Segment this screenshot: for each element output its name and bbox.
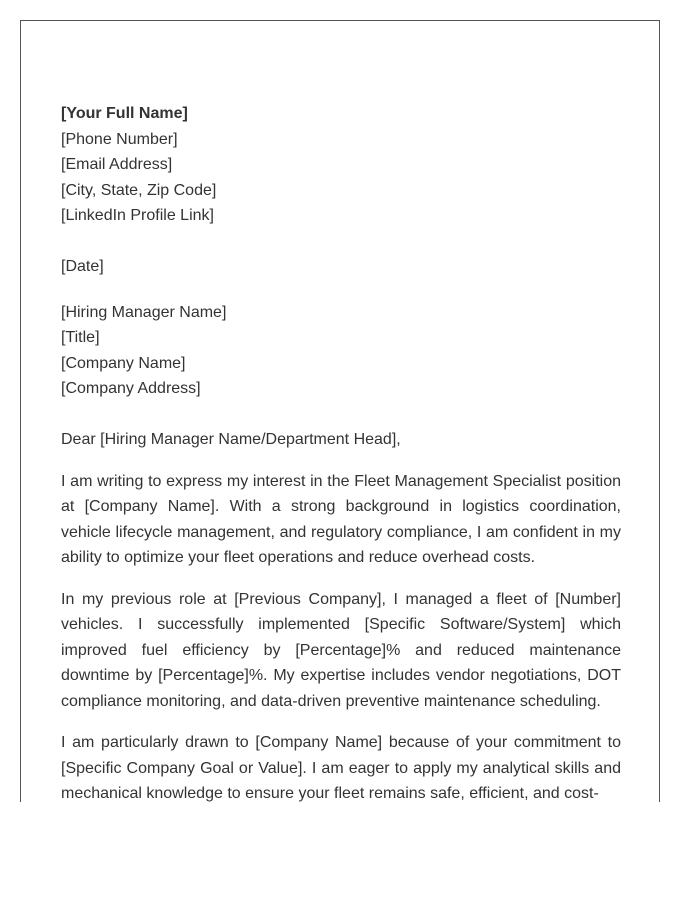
sender-location: [City, State, Zip Code] [61, 181, 217, 199]
salutation: Dear [Hiring Manager Name/Department Head], [61, 431, 401, 448]
sender-block [61, 101, 621, 229]
body-paragraph-2: In my previous role at [Previous Company], I managed a fleet of [Number] vehicles. I successfully implemented [Specific Software/System] which improved fuel efficiency by [Percentage]% and reduced maintenance downtime by [Percentage]%. My expertise includes vendor negotiations, DOT compliance monitoring, and data-driven preventive maintenance scheduling. [61, 590, 621, 710]
recipient-name: [Hiring Manager Name] [61, 303, 227, 321]
sender-linkedin: [LinkedIn Profile Link] [61, 207, 214, 224]
body-paragraph-3: I am particularly drawn to [Company Name] because of your commitment to [Specific Company Goal or Value]. I am eager to apply my analytical skills and mechanical knowledge to ensure your fleet remains safe, efficient, and cost- [61, 734, 621, 802]
recipient-company: [Company Name] [61, 354, 186, 372]
sender-phone: [Phone Number] [61, 130, 178, 148]
sender-email: [Email Address] [61, 156, 173, 173]
letter-content [61, 101, 621, 802]
recipient-address: [Company Address] [61, 380, 201, 397]
letter-date: [Date] [61, 258, 104, 275]
body-paragraph-1: I am writing to express my interest in the Fleet Management Specialist position at [Company Name]. With a strong background in logistics coordination, vehicle lifecycle management, and regulatory compliance, I am confident in my ability to optimize your fleet operations and reduce overhead costs. [61, 472, 621, 566]
sender-full-name: [Your Full Name] [61, 105, 188, 122]
letter-page [20, 20, 660, 802]
recipient-block [61, 300, 621, 402]
recipient-title: [Title] [61, 329, 100, 346]
